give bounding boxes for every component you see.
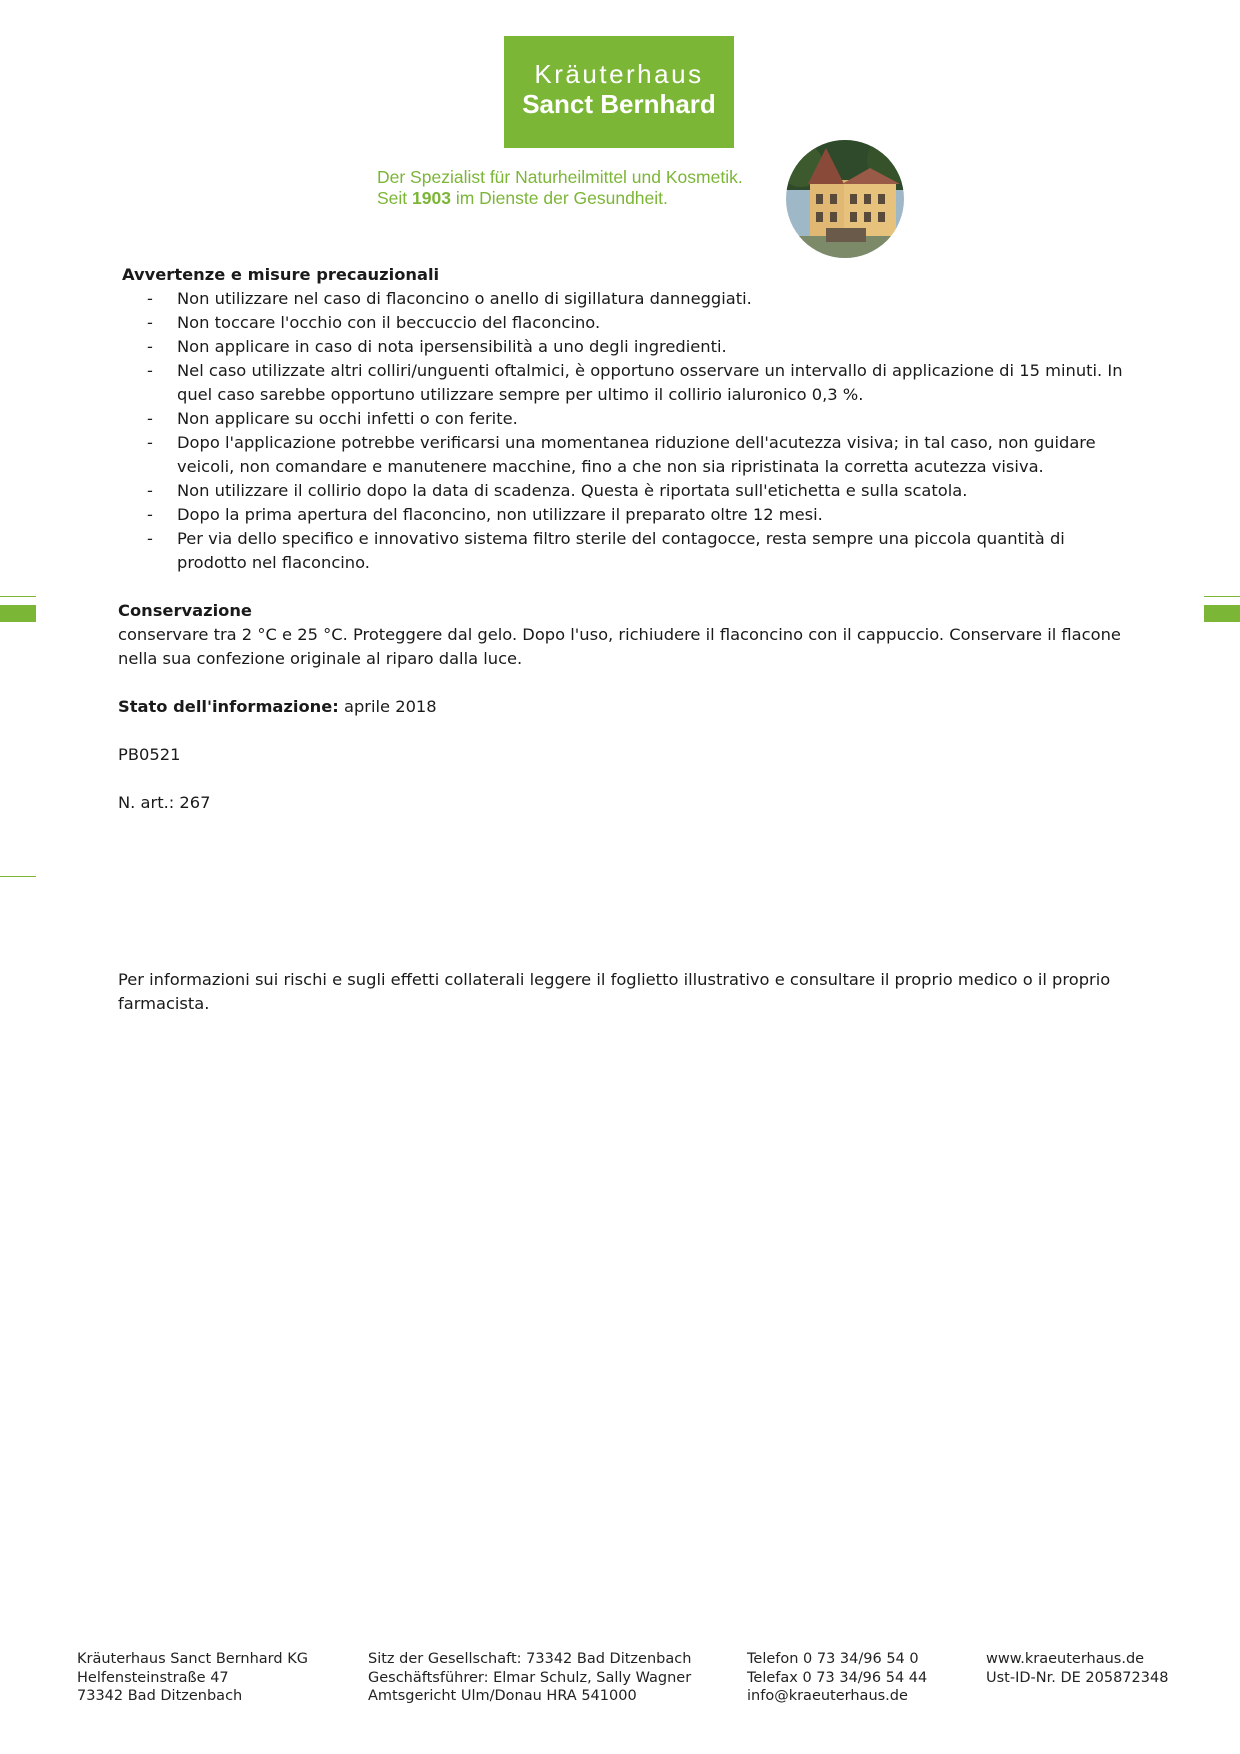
fold-mark-left [0,605,36,622]
tagline-year: 1903 [412,188,451,208]
tagline-line-2 [377,188,743,209]
footer-web [986,1650,1168,1687]
info-status-value: aprile 2018 [338,697,437,716]
article-number: N. art.: 267 [118,793,211,812]
warning-item: - Non utilizzare nel caso di flaconcino o anello di sigillatura danneggiati. [118,287,1128,311]
footer-line: Amtsgericht Ulm/Donau HRA 541000 [368,1688,637,1704]
warning-item: - Non applicare in caso di nota ipersensibilità a uno degli ingredienti. [118,335,1128,359]
footer-phone: Telefon 0 73 34/96 54 0 [747,1651,919,1667]
disclaimer: Per informazioni sui rischi e sugli effetti collaterali leggere il foglietto illustrativo e consultare il proprio medico o il proprio farmacista. [118,970,1111,1013]
footer-company [77,1650,308,1706]
storage-heading: Conservazione [118,601,252,620]
tagline-prefix: Seit [377,188,413,208]
footer-legal [368,1650,691,1706]
info-status [118,695,1128,719]
document-body [118,263,1128,815]
tagline-line-1: Der Spezialist für Naturheilmittel und Kosmetik. [377,167,743,187]
fold-mark-right [1204,605,1240,622]
footer-line: Kräuterhaus Sanct Bernhard KG [77,1651,308,1667]
footer-contact [747,1650,927,1706]
fold-mark-left-top [0,596,36,597]
logo-line-2: Sanct Bernhard [522,89,716,119]
logo-line-1: Kräuterhaus [534,59,704,89]
footer-vat: Ust-ID-Nr. DE 205872348 [986,1669,1169,1686]
brand-logo [504,36,734,148]
warning-item: - Dopo la prima apertura del flaconcino, non utilizzare il preparato oltre 12 mesi. [118,503,1128,527]
footer-email[interactable]: info@kraeuterhaus.de [747,1688,908,1704]
warning-item: - Non utilizzare il collirio dopo la data di scadenza. Questa è riportata sull'etichetta e sulla scatola. [118,479,1128,503]
warning-item: - Dopo l'applicazione potrebbe verificarsi una momentanea riduzione dell'acutezza visiva; in tal caso, non guidare veicoli, non comandare e manutenere macchine, fino a che non sia ripristinata la corretta acutezza visiva. [118,431,1128,479]
warning-item: - Non applicare su occhi infetti o con ferite. [118,407,1128,431]
footer-line: Sitz der Gesellschaft: 73342 Bad Ditzenbach [368,1651,692,1667]
footer-line: Helfensteinstraße 47 [77,1669,229,1686]
footer-line: 73342 Bad Ditzenbach [77,1688,243,1704]
info-status-label: Stato dell'informazione: [118,697,339,716]
building-illustration [786,140,904,258]
warning-item: - Per via dello specifico e innovativo sistema filtro sterile del contagocce, resta sempre una piccola quantità di prodotto nel flaconcino. [118,527,1128,575]
warnings-heading: Avvertenze e misure precauzionali [122,265,440,284]
fold-mark-right-top [1204,596,1240,597]
warnings-list [118,287,1128,575]
storage-text: conservare tra 2 °C e 25 °C. Proteggere dal gelo. Dopo l'uso, richiudere il flaconcino con il cappuccio. Conservare il flacone nella sua confezione originale al riparo dalla luce. [118,625,1121,668]
warning-item: - Non toccare l'occhio con il beccuccio del flaconcino. [118,311,1128,335]
tagline-suffix: im Dienste der Gesundheit. [450,188,668,208]
footer-website[interactable]: www.kraeuterhaus.de [986,1651,1145,1667]
warning-item: - Nel caso utilizzate altri colliri/unguenti oftalmici, è opportuno osservare un intervallo di applicazione di 15 minuti. In quel caso sarebbe opportuno utilizzare sempre per ultimo il collirio ialuronico 0,3 %. [118,359,1128,407]
footer-line: Geschäftsführer: Elmar Schulz, Sally Wagner [368,1669,692,1686]
tagline [377,167,743,209]
building-photo [786,140,904,258]
fold-mark-left-bottom [0,876,36,877]
product-code: PB0521 [118,745,181,764]
footer-fax: Telefax 0 73 34/96 54 44 [747,1669,928,1686]
